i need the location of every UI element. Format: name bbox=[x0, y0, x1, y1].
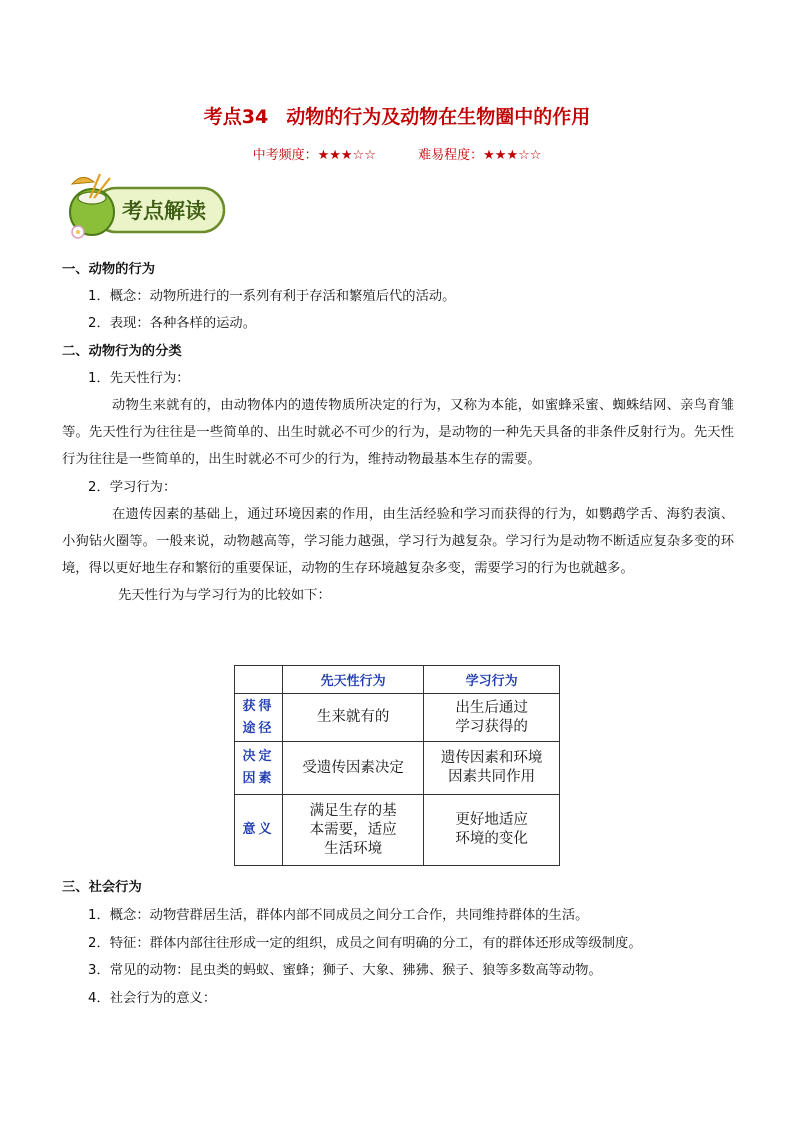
section-3-item-3: 3．常见的动物：昆虫类的蚂蚁、蜜蜂；狮子、大象、狒狒、猴子、狼等多数高等动物。 bbox=[88, 963, 602, 979]
section-3-item-1: 1．概念：动物营群居生活，群体内部不同成员之间分工合作，共同维持群体的生活。 bbox=[88, 907, 589, 923]
table-row bbox=[235, 694, 560, 742]
section-1-title: 一、动物的行为 bbox=[62, 262, 156, 277]
row-head: 获得 途径 bbox=[235, 694, 283, 742]
page-title bbox=[0, 102, 794, 129]
table-cell: 遗传因素和环境 因素共同作用 bbox=[424, 742, 560, 795]
row-head: 决定 因素 bbox=[235, 742, 283, 795]
frequency-label: 中考频度： bbox=[252, 148, 318, 163]
comparison-intro: 先天性行为与学习行为的比较如下： bbox=[118, 588, 331, 604]
table-row bbox=[235, 742, 560, 795]
table-col-innate: 先天性行为 bbox=[283, 666, 424, 694]
table-row bbox=[235, 795, 560, 866]
section-1-item-2: 2．表现：各种各样的运动。 bbox=[88, 316, 257, 332]
umbrella-icon bbox=[72, 177, 94, 184]
table-cell: 出生后通过 学习获得的 bbox=[424, 694, 560, 742]
title-prefix: 考点34 bbox=[203, 106, 269, 128]
comparison-table bbox=[234, 665, 560, 866]
difficulty-label: 难易程度： bbox=[418, 148, 484, 163]
section-logo bbox=[66, 172, 228, 242]
difficulty-stars: ★★★☆☆ bbox=[483, 148, 542, 163]
table-header-row bbox=[235, 666, 560, 694]
table-corner bbox=[235, 666, 283, 694]
section-3-title: 三、社会行为 bbox=[62, 880, 142, 895]
row-head: 意义 bbox=[235, 795, 283, 866]
logo-text: 考点解读 bbox=[122, 199, 206, 223]
section-3 bbox=[62, 874, 734, 1013]
table-cell: 更好地适应 环境的变化 bbox=[424, 795, 560, 866]
section-1-item-1: 1．概念：动物所进行的一系列有利于存活和繁殖后代的活动。 bbox=[88, 289, 456, 305]
section-2-sub-2: 2．学习行为： bbox=[88, 479, 177, 495]
main-content bbox=[62, 256, 734, 610]
section-3-item-4: 4．社会行为的意义： bbox=[88, 991, 217, 1007]
section-2-paragraph-1: 动物生来就有的，由动物体内的遗传物质所决定的行为，又称为本能，如蜜蜂采蜜、蜘蛛结网、亲鸟育雏等。先天性行为往往是一些简单的、出生时就必不可少的行为，是动物的一种先天具备的非条件反射行为。先天性行为往往是一些简单的，出生时就必不可少的行为，维持动物最基本生存的需要。 bbox=[62, 398, 734, 468]
title-main: 动物的行为及动物在生物圈中的作用 bbox=[286, 106, 591, 128]
table-cell: 生来就有的 bbox=[283, 694, 424, 742]
section-2-sub-1: 1．先天性行为： bbox=[88, 370, 190, 386]
table-cell: 满足生存的基 本需要，适应 生活环境 bbox=[283, 795, 424, 866]
table-col-learned: 学习行为 bbox=[424, 666, 560, 694]
table-cell: 受遗传因素决定 bbox=[283, 742, 424, 795]
difficulty-meta bbox=[0, 144, 794, 163]
section-2-title: 二、动物行为的分类 bbox=[62, 343, 182, 359]
section-2-paragraph-2: 在遗传因素的基础上，通过环境因素的作用，由生活经验和学习而获得的行为，如鹦鹉学舌、海豹表演、小狗钻火圈等。一般来说，动物越高等，学习能力越强，学习行为越复杂。学习行为是动物不断适应复杂多变的环境，得以更好地生存和繁衍的重要保证，动物的生存环境越复杂多变，需要学习的行为也就越多。 bbox=[62, 506, 734, 577]
frequency-stars: ★★★☆☆ bbox=[317, 148, 376, 163]
section-3-item-2: 2．特征：群体内部往往形成一定的组织，成员之间有明确的分工，有的群体还形成等级制度。 bbox=[88, 935, 642, 951]
